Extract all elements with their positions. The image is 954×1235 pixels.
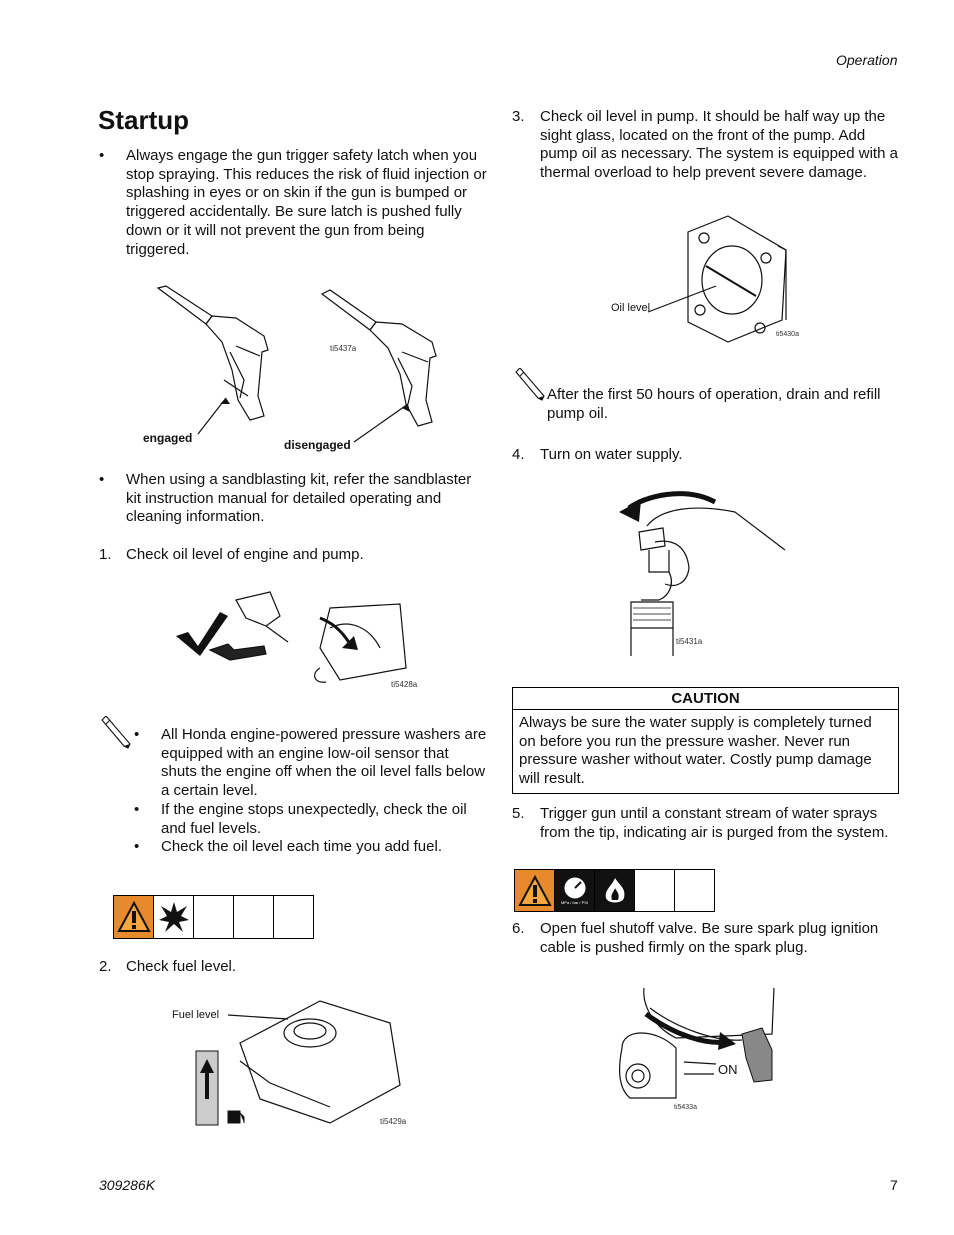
- running-header: Operation: [836, 52, 898, 68]
- pencil-icon: [100, 716, 132, 750]
- gauge-units: MPa / bar / PSI: [560, 900, 589, 905]
- label-fuel-level: Fuel level: [172, 1009, 220, 1021]
- caution-box: [512, 687, 899, 794]
- rotate-arrow-icon: [619, 500, 641, 522]
- bullet-marker: •: [99, 147, 105, 164]
- step-number: 6.: [512, 920, 525, 937]
- warning-triangle-icon: [515, 870, 555, 911]
- empty-symbol-cell: [675, 870, 714, 911]
- page-title: Startup: [98, 105, 189, 135]
- label-disengaged: disengaged: [284, 438, 351, 452]
- figure-oil-check: [170, 588, 420, 693]
- fire-hazard-icon: [595, 870, 635, 911]
- step-check-oil: Check oil level of engine and pump.: [126, 546, 364, 563]
- bullet-safety-latch: Always engage the gun trigger safety latch when you stop spraying. This reduces the risk of fluid injection or splashing in eyes or on skin if the gun is bumped or triggered accidentally. Be sure latch is pushed fully down or it will not prevent the gun from being triggered.: [126, 147, 487, 258]
- step-number: 4.: [512, 446, 525, 463]
- footer-doc-number: 309286K: [99, 1177, 156, 1193]
- bullet-marker: •: [99, 471, 105, 488]
- empty-symbol-cell: [274, 896, 313, 938]
- explosion-icon: [154, 896, 194, 938]
- label-engaged: engaged: [143, 431, 193, 445]
- faucet-illustration: [615, 488, 790, 656]
- note-low-oil-sensor: All Honda engine-powered pressure washers are equipped with an engine low-oil sensor that shuts the engine off when the oil level falls below a certain level.: [161, 726, 487, 800]
- empty-symbol-cell: [194, 896, 234, 938]
- figure-water-supply: [615, 488, 790, 656]
- pressure-gauge-icon: [555, 870, 595, 911]
- figure-id: ti5433a: [674, 1104, 697, 1111]
- step-trigger-gun: Trigger gun until a constant stream of water sprays from the tip, indicating air is purged from the system.: [540, 805, 889, 841]
- step-turn-on-water: Turn on water supply.: [540, 446, 683, 463]
- bullet-marker: •: [134, 838, 140, 855]
- pump-illustration: [608, 210, 808, 345]
- arrow-right-icon: [718, 1032, 736, 1050]
- label-oil-level: Oil level: [611, 302, 651, 314]
- fuel-valve-illustration: [616, 988, 778, 1118]
- note-check-oil-fuel: Check the oil level each time you add fuel.: [161, 838, 442, 855]
- figure-fuel-valve: [616, 988, 778, 1118]
- bullet-marker: •: [134, 801, 140, 818]
- figure-pump-sight-glass: [608, 210, 808, 345]
- empty-symbol-cell: [635, 870, 675, 911]
- fuel-pump-icon: [228, 1111, 244, 1123]
- step-check-pump-oil: Check oil level in pump. It should be half way up the sight glass, located on the front of the pump. Add pump oil as necessary. The system is equipped with a thermal overload to help prevent severe damage.: [540, 108, 898, 182]
- step-number: 2.: [99, 958, 112, 975]
- note-pump-oil-change: After the first 50 hours of operation, drain and refill pump oil.: [547, 386, 881, 422]
- caution-title: CAUTION: [513, 688, 898, 710]
- figure-gun-latch: [140, 280, 450, 455]
- bullet-marker: •: [134, 726, 140, 743]
- figure-id: ti5429a: [380, 1117, 407, 1126]
- warning-triangle-icon: [114, 896, 154, 938]
- gun-illustration: [140, 280, 450, 455]
- warning-symbol-bar: [514, 869, 715, 912]
- footer-page-number: 7: [890, 1177, 898, 1193]
- figure-id: ti5431a: [676, 637, 703, 646]
- step-open-fuel-valve: Open fuel shutoff valve. Be sure spark plug ignition cable is pushed firmly on the spark plug.: [540, 920, 879, 956]
- figure-id: ti5430a: [776, 331, 799, 338]
- step-number: 5.: [512, 805, 525, 822]
- note-engine-stops: If the engine stops unexpectedly, check the oil and fuel levels.: [161, 801, 467, 837]
- caution-body: Always be sure the water supply is completely turned on before you run the pressure washer. Never run pressure washer without water. Costly pump damage will result.: [519, 714, 872, 788]
- figure-fuel-level: [170, 995, 410, 1130]
- bullet-sandblasting: When using a sandblasting kit, refer the sandblaster kit instruction manual for detailed operating and cleaning information.: [126, 471, 472, 526]
- pencil-icon: [514, 368, 546, 402]
- figure-id: ti5437a: [330, 344, 357, 353]
- step-check-fuel: Check fuel level.: [126, 958, 237, 975]
- label-on: ON: [718, 1062, 738, 1077]
- oil-check-illustration: [170, 588, 420, 693]
- empty-symbol-cell: [234, 896, 274, 938]
- warning-symbol-bar: [113, 895, 314, 939]
- step-number: 3.: [512, 108, 525, 125]
- figure-id: ti5428a: [391, 680, 418, 689]
- step-number: 1.: [99, 546, 112, 563]
